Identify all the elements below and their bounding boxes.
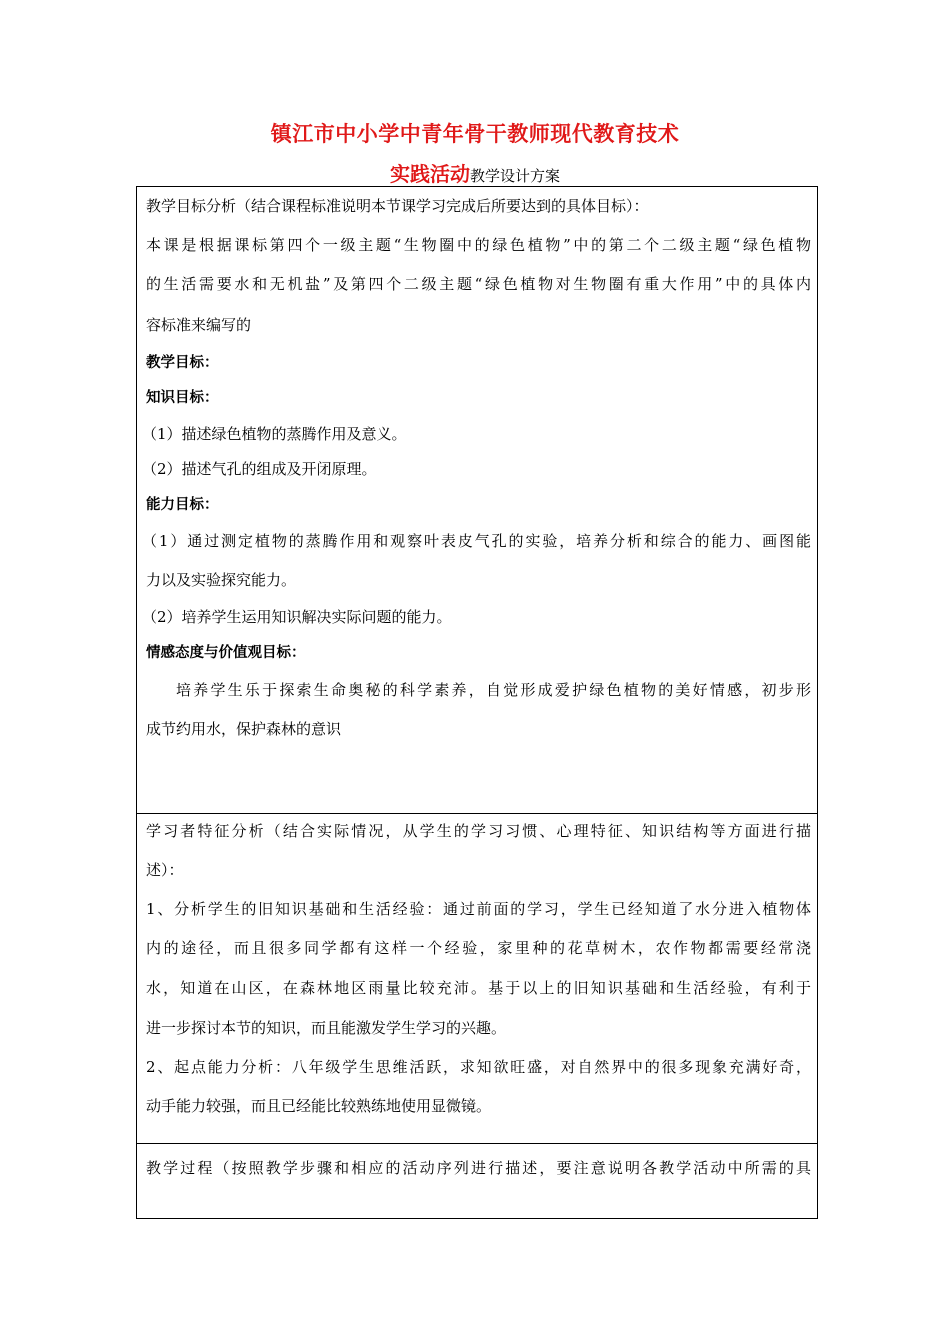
- paragraph-line: 进一步探讨本节的知识，而且能激发学生学习的兴趣。: [146, 1019, 507, 1037]
- intro-line: 容标准来编写的: [146, 316, 252, 334]
- paragraph-line: 动手能力较强，而且已经能比较熟练地使用显微镜。: [146, 1097, 492, 1115]
- ability-item: 力以及实验探究能力。: [146, 571, 297, 589]
- subtitle-rest: 教学设计方案: [469, 167, 560, 185]
- section-heading: 述）：: [146, 861, 184, 879]
- ability-label: 能力目标：: [146, 497, 219, 513]
- knowledge-label: 知识目标：: [146, 390, 219, 406]
- paragraph-line: 1、分析学生的旧知识基础和生活经验：通过前面的学习，学生已经知道了水分进入植物体: [146, 900, 811, 918]
- emotion-text: 培养学生乐于探索生命奥秘的科学素养，自觉形成爱护绿色植物的美好情感，初步形: [176, 681, 811, 699]
- paragraph-line: 2、起点能力分析：八年级学生思维活跃，求知欲旺盛，对自然界中的很多现象充满好奇，: [146, 1058, 811, 1076]
- paragraph-line: 水，知道在山区，在森林地区雨量比较充沛。基于以上的旧知识基础和生活经验，有利于: [146, 979, 811, 997]
- ability-item: （2）培养学生运用知识解决实际问题的能力。: [142, 608, 452, 626]
- section-heading: 学习者特征分析（结合实际情况，从学生的学习习惯、心理特征、知识结构等方面进行描: [146, 822, 811, 840]
- subtitle-red: 实践活动: [389, 162, 470, 186]
- intro-line: 本课是根据课标第四个一级主题“生物圈中的绿色植物”中的第二个二级主题“绿色植物: [146, 236, 811, 254]
- learner-analysis-cell: [137, 814, 817, 1144]
- section-heading: 教学目标分析（结合课程标准说明本节课学习完成后所要达到的具体目标）：: [146, 197, 649, 215]
- intro-line: 的生活需要水和无机盐”及第四个二级主题“绿色植物对生物圈有重大作用”中的具体内: [146, 275, 811, 293]
- knowledge-item: （1）描述绿色植物的蒸腾作用及意义。: [142, 425, 407, 443]
- paragraph-line: 内的途径，而且很多同学都有这样一个经验，家里种的花草树木，农作物都需要经常浇: [146, 939, 811, 957]
- objective-analysis-cell: [137, 187, 817, 814]
- design-table: [136, 186, 818, 1219]
- emotion-label: 情感态度与价值观目标：: [146, 645, 306, 661]
- goals-label: 教学目标：: [146, 355, 219, 371]
- section-heading: 教学过程（按照教学步骤和相应的活动序列进行描述，要注意说明各教学活动中所需的具: [146, 1159, 811, 1177]
- document-subtitle: [0, 158, 950, 187]
- knowledge-item: （2）描述气孔的组成及开闭原理。: [142, 460, 377, 478]
- document-title: 镇江市中小学中青年骨干教师现代教育技术: [270, 122, 680, 146]
- ability-item: （1）通过测定植物的蒸腾作用和观察叶表皮气孔的实验，培养分析和综合的能力、画图能: [142, 532, 811, 550]
- emotion-text: 成节约用水，保护森林的意识: [146, 720, 342, 738]
- teaching-process-cell: [137, 1144, 817, 1218]
